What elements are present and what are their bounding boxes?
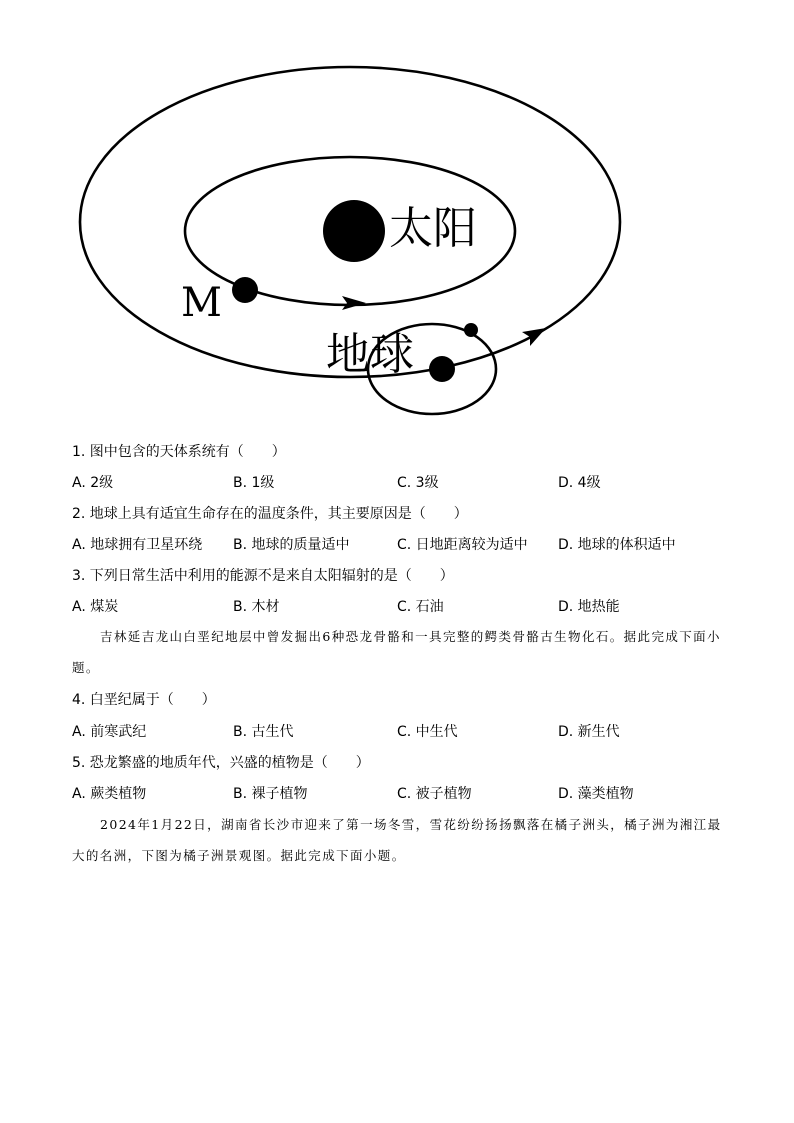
question-2-stem: 2. 地球上具有适宜生命存在的温度条件，其主要原因是（ ） [72, 506, 468, 522]
question-4-option-b[interactable]: B. 古生代 [233, 724, 294, 740]
snow-passage: 2024年1月22日，湖南省长沙市迎来了第一场冬雪，雪花纷纷扬扬飘落在橘子洲头，橘子洲为湘江最大的名洲，下图为橘子洲景观图。据此完成下面小题。 [72, 817, 722, 863]
question-2-option-a[interactable]: A. 地球拥有卫星环绕 [72, 537, 203, 553]
m-orbit-arrow-icon [342, 296, 366, 310]
earth-orbit-arrow-icon [522, 328, 546, 346]
sun [323, 200, 385, 262]
question-4-option-c[interactable]: C. 中生代 [397, 724, 458, 740]
sun-label: 太阳 [389, 203, 477, 254]
question-1-option-b[interactable]: B. 1级 [233, 475, 275, 491]
question-2-option-b[interactable]: B. 地球的质量适中 [233, 537, 350, 553]
moon [464, 323, 478, 337]
question-3-option-b[interactable]: B. 木材 [233, 599, 280, 615]
question-5-option-b[interactable]: B. 裸子植物 [233, 786, 308, 802]
question-5-option-d[interactable]: D. 藻类植物 [558, 786, 634, 802]
question-4-stem: 4. 白垩纪属于（ ） [72, 692, 216, 708]
question-5-option-a[interactable]: A. 蕨类植物 [72, 786, 147, 802]
question-1-option-a[interactable]: A. 2级 [72, 475, 114, 491]
planet-m [232, 277, 258, 303]
question-5-option-c[interactable]: C. 被子植物 [397, 786, 472, 802]
question-1-option-c[interactable]: C. 3级 [397, 475, 439, 491]
fossil-passage: 吉林延吉龙山白垩纪地层中曾发掘出6种恐龙骨骼和一具完整的鳄类骨骼古生物化石。据此完成下面小题。 [72, 629, 721, 675]
solar-system-diagram [0, 0, 794, 430]
question-2-option-c[interactable]: C. 日地距离较为适中 [397, 537, 528, 553]
question-5-stem: 5. 恐龙繁盛的地质年代，兴盛的植物是（ ） [72, 755, 370, 771]
question-4-option-d[interactable]: D. 新生代 [558, 724, 620, 740]
question-1-stem: 1. 图中包含的天体系统有（ ） [72, 444, 286, 460]
m-label: M [181, 280, 222, 326]
question-3-option-c[interactable]: C. 石油 [397, 599, 444, 615]
question-2-option-d[interactable]: D. 地球的体积适中 [558, 537, 676, 553]
earth [429, 356, 455, 382]
question-3-stem: 3. 下列日常生活中利用的能源不是来自太阳辐射的是（ ） [72, 568, 454, 584]
question-3-option-d[interactable]: D. 地热能 [558, 599, 620, 615]
question-4-option-a[interactable]: A. 前寒武纪 [72, 724, 147, 740]
question-3-option-a[interactable]: A. 煤炭 [72, 599, 119, 615]
question-1-option-d[interactable]: D. 4级 [558, 475, 601, 491]
earth-label: 地球 [326, 329, 414, 380]
